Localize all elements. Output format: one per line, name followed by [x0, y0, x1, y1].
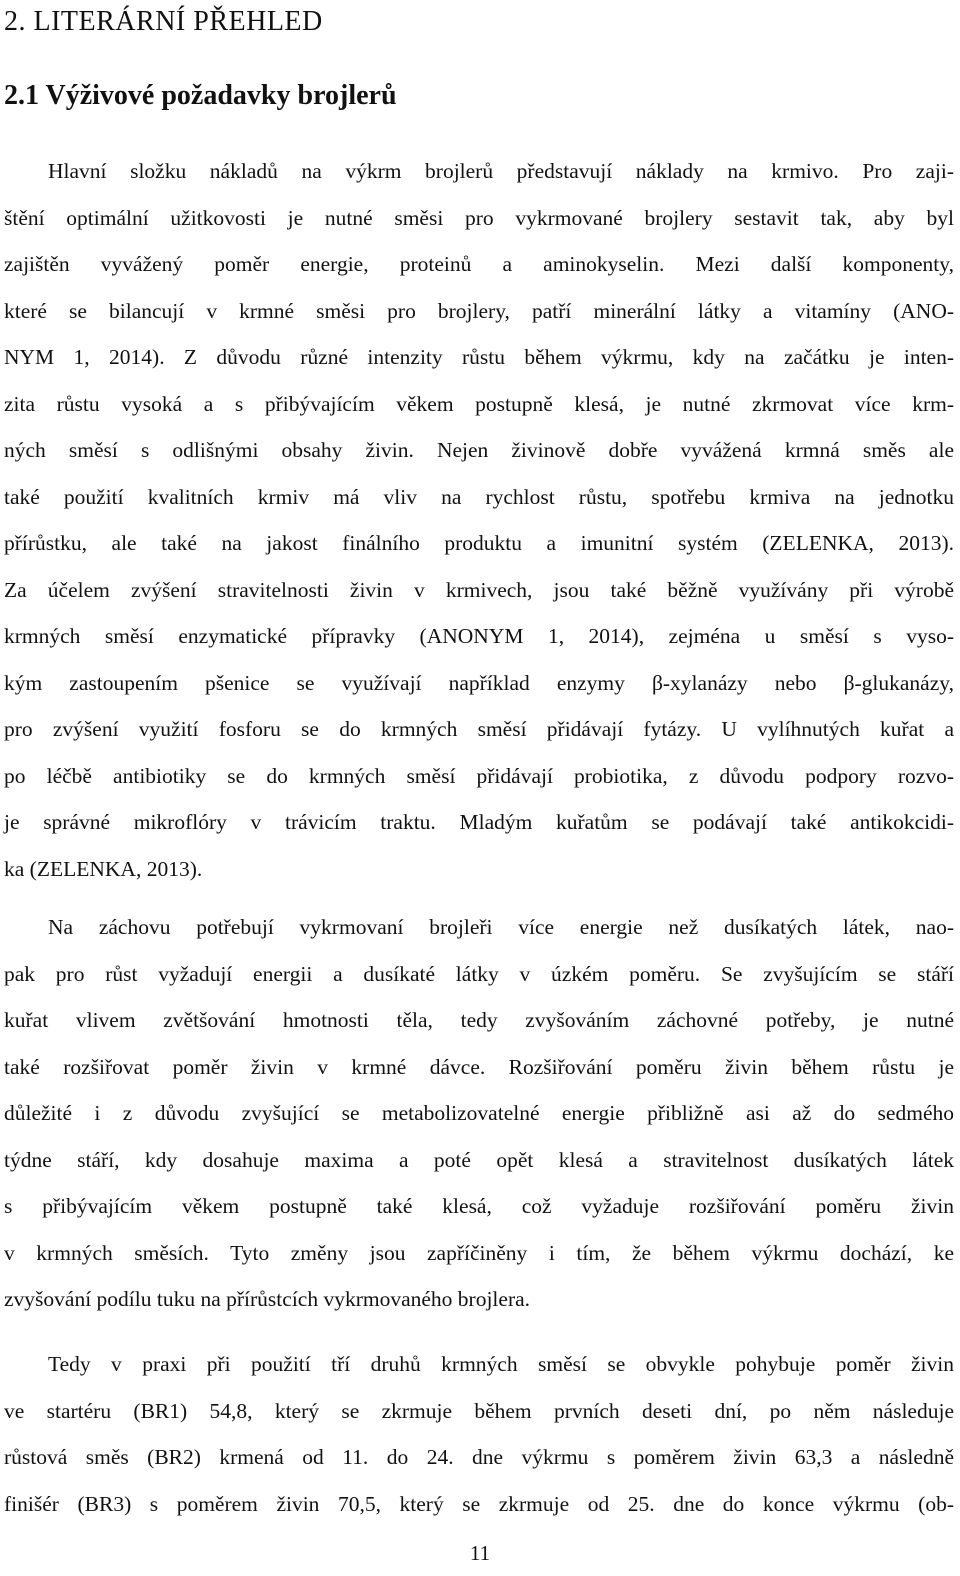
text-line: s přibývajícím věkem postupně také klesá, což vyžaduje rozšiřování poměru živin: [4, 1194, 954, 1218]
text-line: ve startéru (BR1) 54,8, který se zkrmuje během prvních deseti dní, po něm následuje: [4, 1398, 954, 1423]
text-line: zita růstu vysoká a s přibývajícím věkem postupně klesá, je nutné zkrmovat více krm-: [4, 391, 954, 416]
text-line: pro zvýšení využití fosforu se do krmných směsí přidávají fytázy. U vylíhnutých kuřat a: [4, 717, 954, 741]
text-line: pak pro růst vyžadují energii a dusíkaté látky v úzkém poměru. Se zvyšujícím se stáří: [4, 961, 954, 986]
paragraph-1: [4, 148, 954, 892]
text-line: Tedy v praxi při použití tří druhů krmných směsí se obvykle pohybuje poměr živin: [48, 1352, 954, 1376]
text-line: přírůstku, ale také na jakost finálního produktu a imunitní systém (ZELENKA, 2013).: [4, 531, 954, 555]
text-line: v krmných směsích. Tyto změny jsou zapříčiněny i tím, že během výkrmu dochází, ke: [4, 1240, 954, 1265]
text-line: Na záchovu potřebují vykrmovaní brojleři více energie než dusíkatých látek, nao-: [48, 915, 954, 939]
text-line: důležité i z důvodu zvyšující se metabolizovatelné energie přibližně asi až do sedmého: [4, 1101, 954, 1125]
text-line: Za účelem zvýšení stravitelnosti živin v krmivech, jsou také běžně využívány při výrobě: [4, 577, 954, 602]
paragraph-2: [4, 904, 954, 1323]
text-line: zvyšování podílu tuku na přírůstcích vykrmovaného brojlera.: [4, 1287, 531, 1311]
text-line: ka (ZELENKA, 2013).: [4, 856, 203, 881]
text-line: po léčbě antibiotiky se do krmných směsí přidávají probiotika, z důvodu podpory rozvo-: [4, 763, 954, 788]
text-line: Hlavní složku nákladů na výkrm brojlerů představují náklady na krmivo. Pro zaji-: [48, 159, 954, 183]
chapter-heading: 2. LITERÁRNÍ PŘEHLED: [4, 6, 323, 37]
section-heading: 2.1 Výživové požadavky brojlerů: [4, 80, 397, 111]
text-line: kým zastoupením pšenice se využívají například enzymy β-xylanázy nebo β-glukanázy,: [4, 670, 954, 695]
text-line: krmných směsí enzymatické přípravky (ANONYM 1, 2014), zejména u směsí s vyso-: [4, 624, 954, 648]
page-number: 11: [469, 1541, 491, 1565]
text-line: ných směsí s odlišnými obsahy živin. Nejen živinově dobře vyvážená krmná směs ale: [4, 438, 954, 462]
text-line: štění optimální užitkovosti je nutné směsi pro vykrmované brojlery sestavit tak, aby byl: [4, 205, 954, 230]
text-line: které se bilancují v krmné směsi pro brojlery, patří minerální látky a vitamíny (ANO-: [4, 298, 954, 323]
text-line: je správné mikroflóry v trávicím traktu. Mladým kuřatům se podávají také antikokcidi-: [4, 810, 954, 834]
text-line: týdne stáří, kdy dosahuje maxima a poté opět klesá a stravitelnost dusíkatých látek: [4, 1147, 954, 1172]
text-line: zajištěn vyvážený poměr energie, proteinů a aminokyselin. Mezi další komponenty,: [4, 252, 954, 276]
text-line: NYM 1, 2014). Z důvodu různé intenzity růstu během výkrmu, kdy na začátku je inten-: [4, 345, 954, 369]
text-line: kuřat vlivem zvětšování hmotnosti těla, tedy zvyšováním záchovné potřeby, je nutné: [4, 1008, 954, 1032]
text-line: také použití kvalitních krmiv má vliv na rychlost růstu, spotřebu krmiva na jednotku: [4, 484, 954, 509]
text-line: také rozšiřovat poměr živin v krmné dávce. Rozšiřování poměru živin během růstu je: [4, 1054, 954, 1079]
text-line: finišér (BR3) s poměrem živin 70,5, který se zkrmuje od 25. dne do konce výkrmu (ob-: [4, 1491, 954, 1516]
text-line: růstová směs (BR2) krmená od 11. do 24. dne výkrmu s poměrem živin 63,3 a následně: [4, 1445, 954, 1469]
paragraph-3: [4, 1341, 954, 1527]
